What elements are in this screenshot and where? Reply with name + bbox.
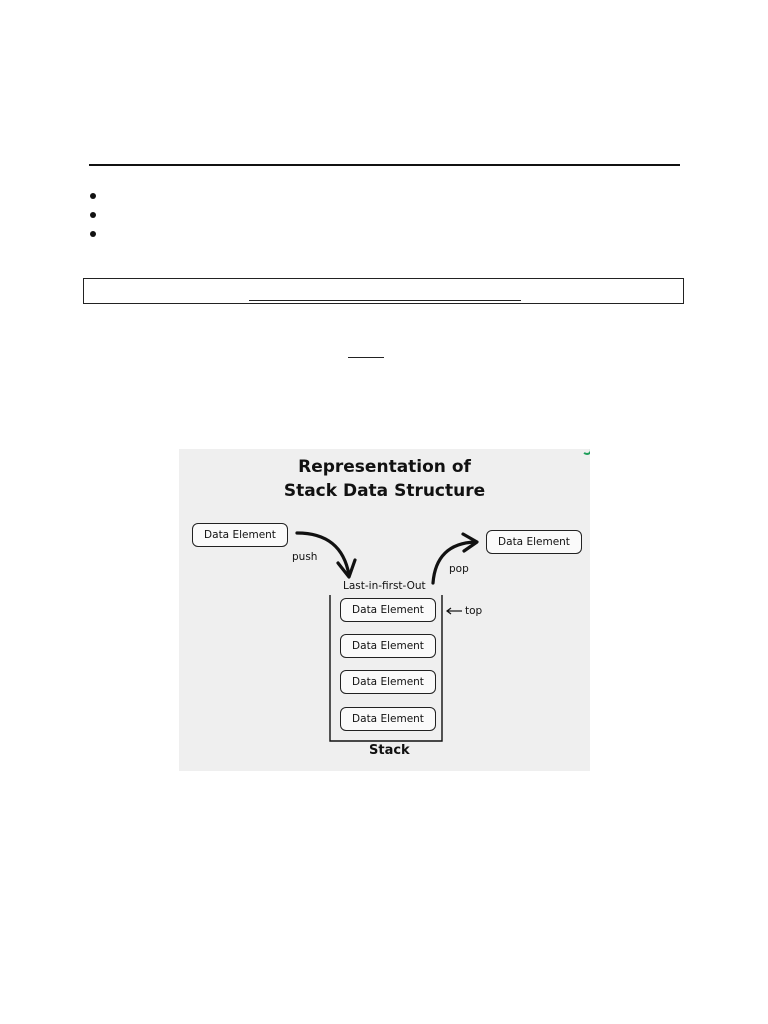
stack-label: Stack bbox=[369, 743, 410, 758]
stack-diagram-figure bbox=[179, 449, 590, 771]
stack-element: Data Element bbox=[340, 634, 436, 658]
figure-title-line2: Stack Data Structure bbox=[283, 481, 486, 501]
stack-element: Data Element bbox=[340, 598, 436, 622]
figure-title-line1: Representation of bbox=[298, 457, 471, 477]
top-label: top bbox=[465, 605, 483, 617]
horizontal-rule bbox=[89, 164, 680, 166]
input-data-element: Data Element bbox=[192, 523, 288, 547]
heading-underline bbox=[249, 300, 521, 301]
output-data-element: Data Element bbox=[486, 530, 582, 554]
stack-element: Data Element bbox=[340, 707, 436, 731]
pop-label: pop bbox=[449, 563, 469, 575]
lifo-label: Last-in-first-Out bbox=[343, 580, 426, 592]
push-label: push bbox=[292, 551, 318, 563]
short-underline bbox=[348, 357, 384, 358]
boxed-heading bbox=[83, 278, 684, 304]
stack-element: Data Element bbox=[340, 670, 436, 694]
